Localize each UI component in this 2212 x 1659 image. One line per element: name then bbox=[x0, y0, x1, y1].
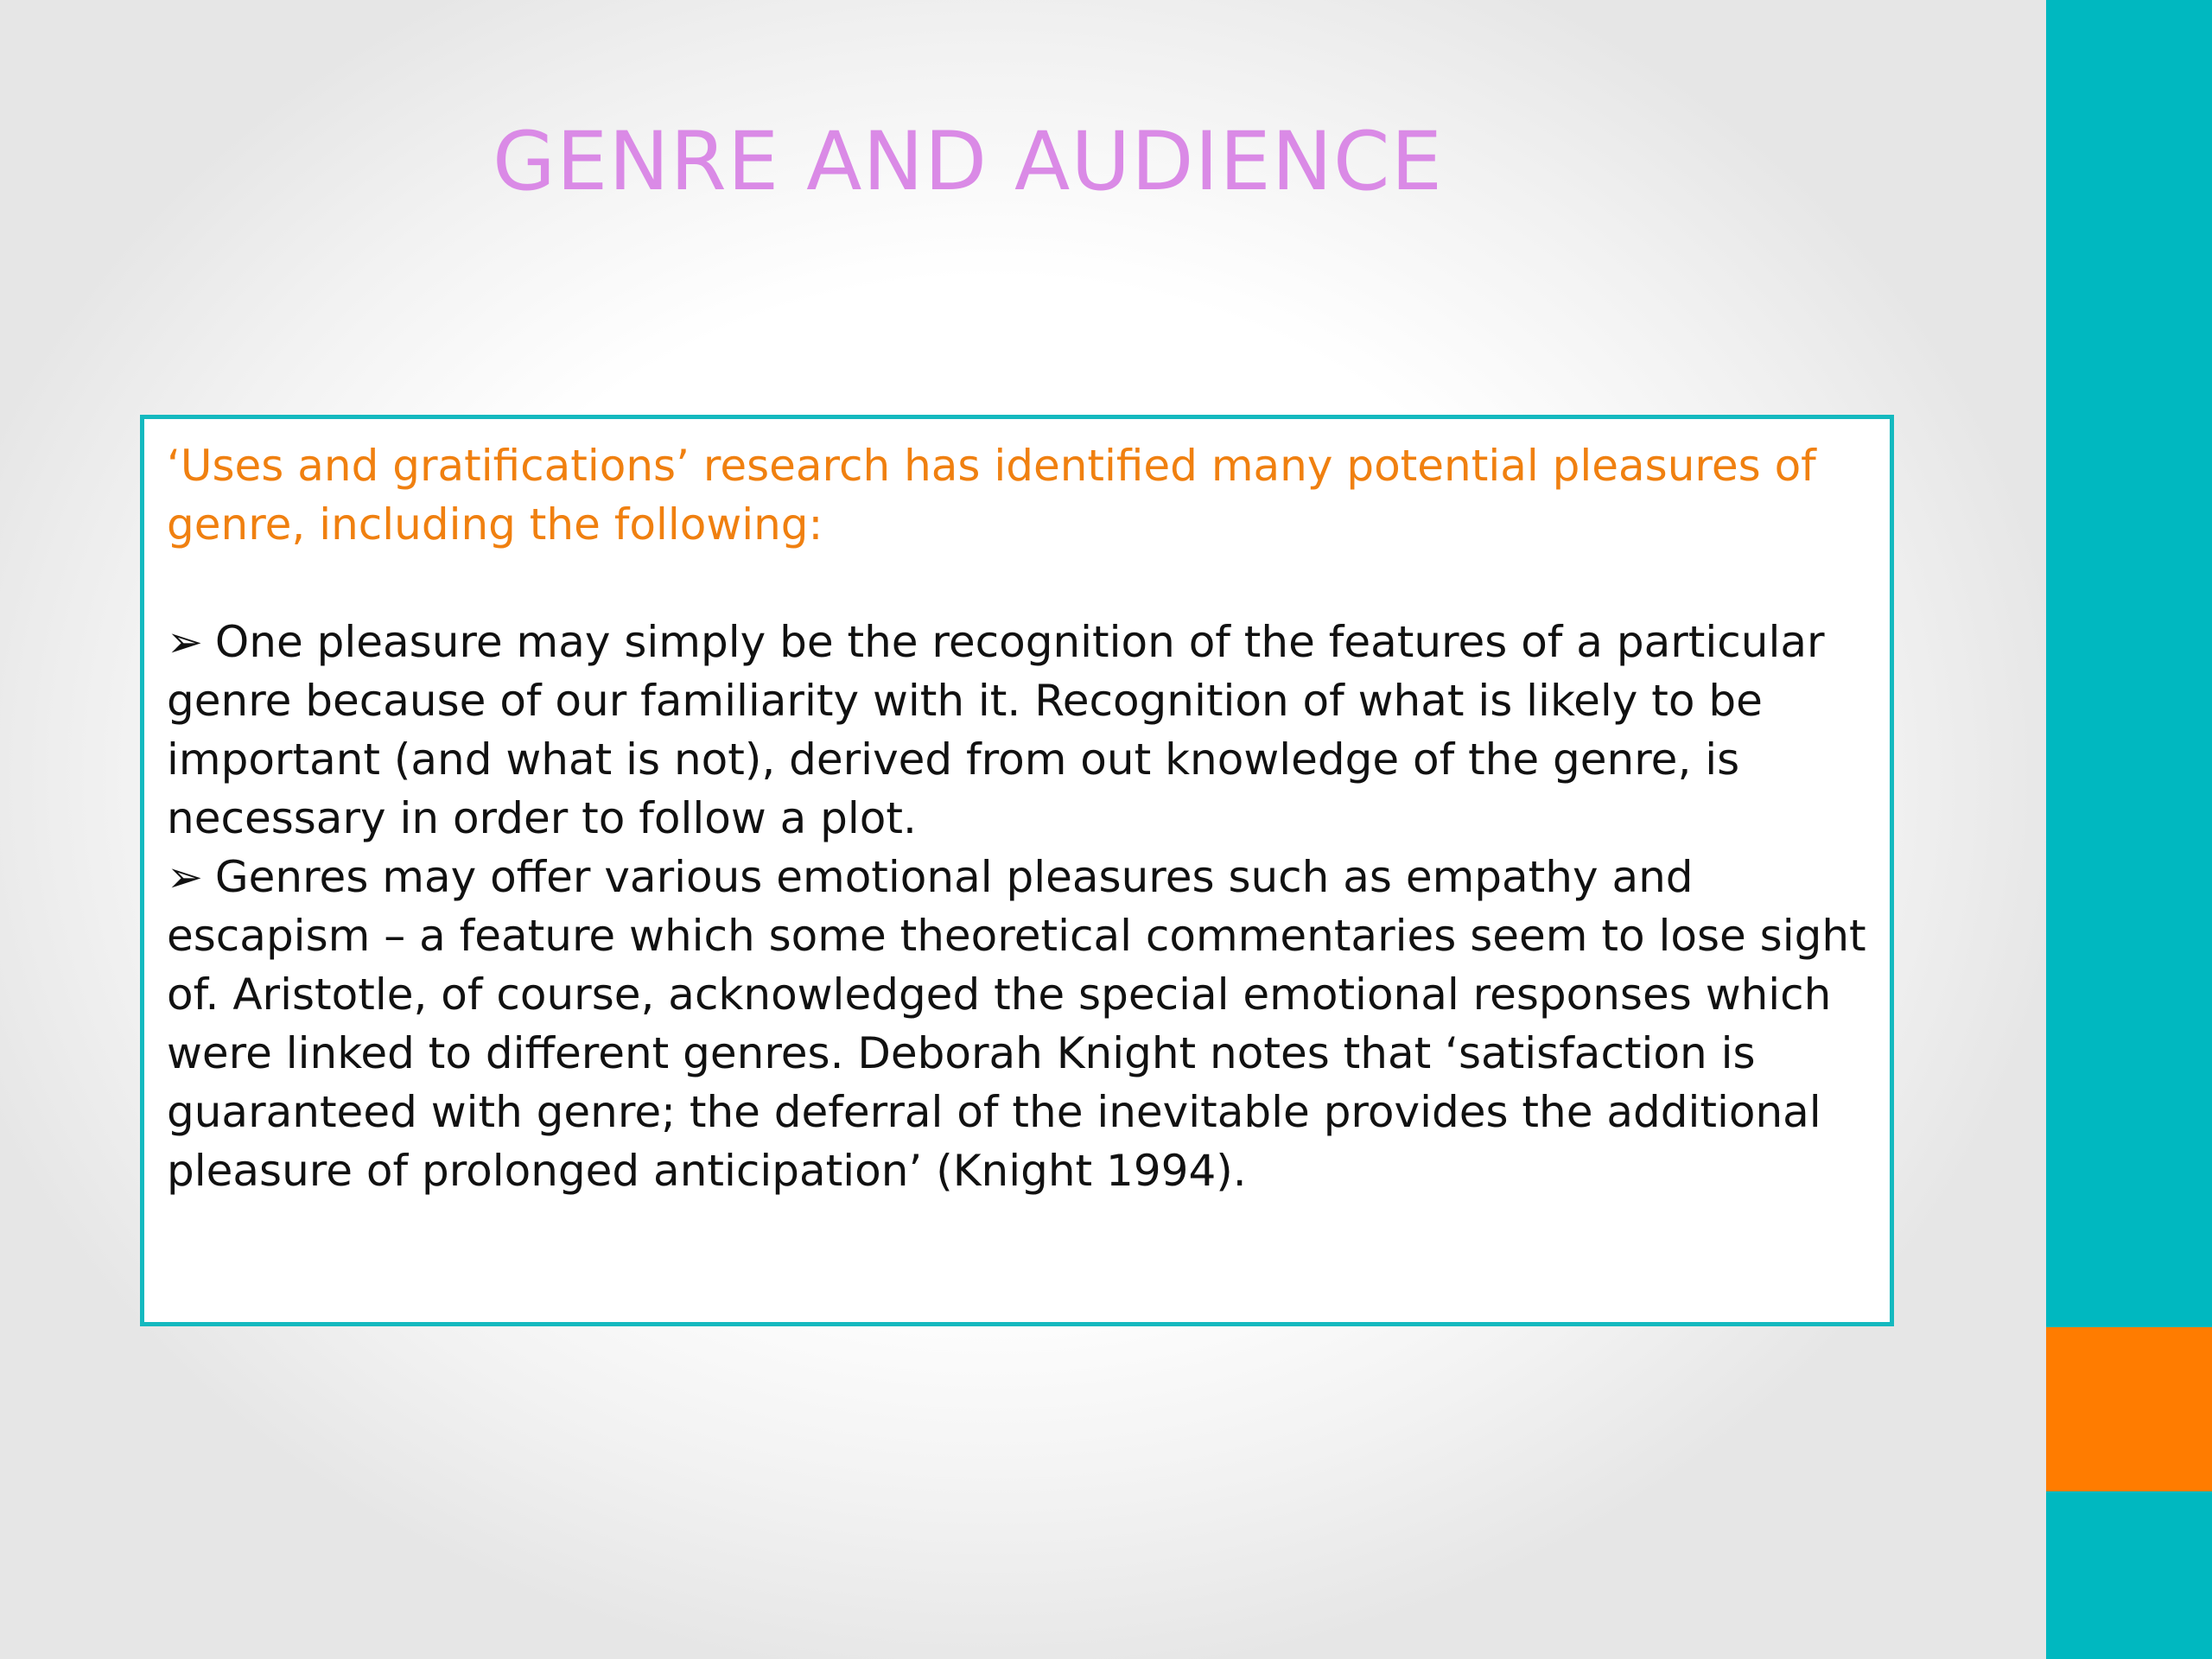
arrow-bullet-icon: ➢ bbox=[167, 617, 203, 667]
paragraph-spacer bbox=[167, 554, 1867, 613]
bullet-text: One pleasure may simply be the recognition of the features of a particular genre because of our familiarity with it. Recognition of what is likely to be important (and what is not), derived from out knowledge of the genre, is necessary in order to follow a plot. bbox=[167, 617, 1825, 843]
intro-text: ‘Uses and gratifications’ research has identified many potential pleasures of genre, including the following: bbox=[167, 441, 1816, 550]
side-accent-block bbox=[2046, 1327, 2212, 1491]
bullet-point bbox=[167, 613, 1867, 848]
bullet-text: Genres may offer various emotional pleasures such as empathy and escapism – a feature which some theoretical commentaries seem to lose sight of. Aristotle, of course, acknowledged the special emotional responses which were linked to different genres. Deborah Knight notes that ‘satisfaction is guaranteed with genre; the deferral of the inevitable provides the additional pleasure of prolonged anticipation’ (Knight 1994). bbox=[167, 852, 1866, 1196]
slide-title: GENRE AND AUDIENCE bbox=[493, 115, 1443, 209]
arrow-bullet-icon: ➢ bbox=[167, 852, 203, 902]
content-box bbox=[140, 415, 1894, 1326]
bullet-point bbox=[167, 848, 1867, 1200]
